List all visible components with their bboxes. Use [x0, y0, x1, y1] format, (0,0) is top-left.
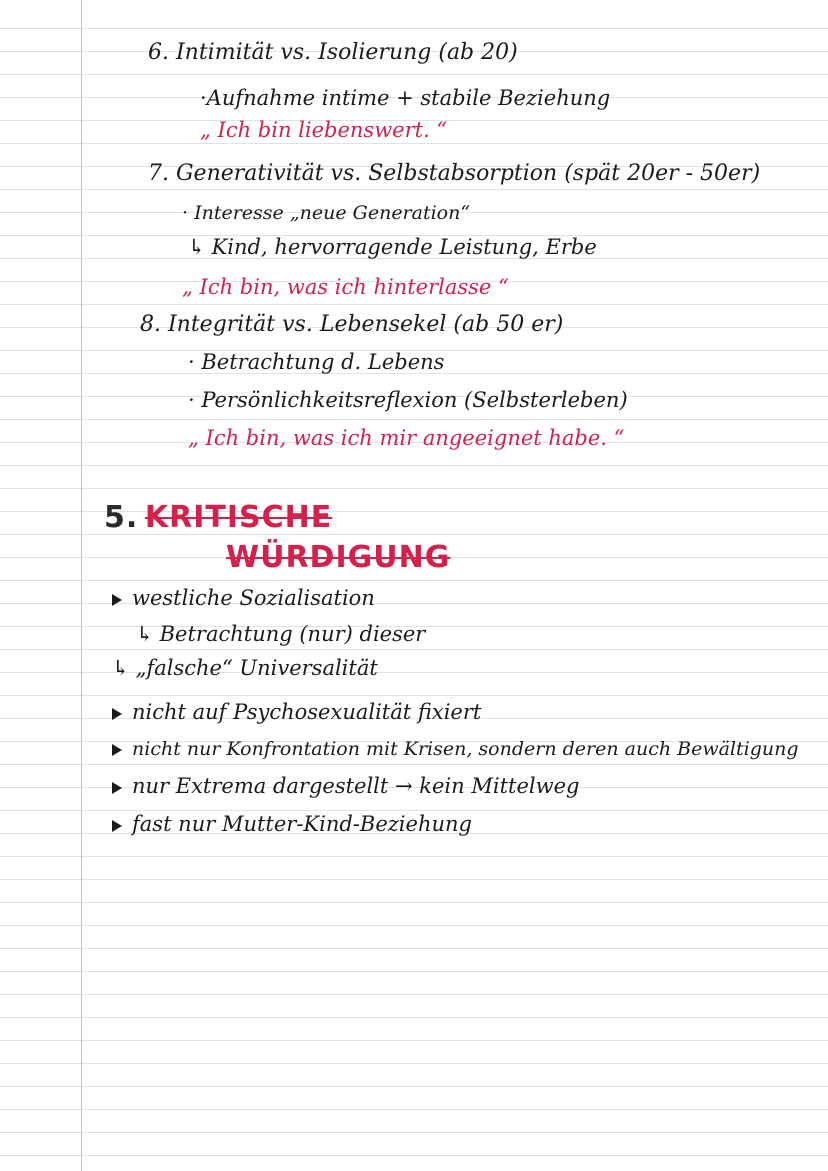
section-7-point-2-text: Kind, hervorragende Leistung, Erbe [211, 235, 597, 259]
section-8-point-2: · Persönlichkeitsreflexion (Selbsterleben) [188, 388, 628, 412]
margin-line [81, 0, 82, 1171]
critique-item-3 [112, 658, 378, 679]
section-7-point-2 [188, 237, 597, 258]
critique-item-7-text: fast nur Mutter-Kind-Beziehung [132, 812, 472, 836]
critique-item-6 [112, 776, 579, 797]
section-8-title: 8. Integrität vs. Lebensekel (ab 50 er) [140, 312, 564, 337]
critique-heading-line-2 [226, 540, 450, 575]
critique-item-5 [112, 740, 799, 759]
section-7-title: 7. Generativität vs. Selbstabsorption (spät 20er - 50er) [148, 161, 761, 186]
section-7-quote: „ Ich bin, was ich hinterlasse “ [182, 275, 509, 299]
critique-heading-word-1: KRITISCHE [144, 500, 333, 535]
critique-heading [104, 500, 332, 535]
section-8-quote: „ Ich bin, was ich mir angeeignet habe. “ [188, 426, 625, 450]
critique-item-7 [112, 814, 472, 835]
section-6-point-1: ·Aufnahme intime + stabile Beziehung [200, 86, 611, 110]
critique-number: 5. [104, 500, 139, 535]
arrow-icon: ↳ [188, 235, 206, 259]
critique-item-1-text: westliche Sozialisation [132, 586, 375, 610]
critique-item-4 [112, 702, 481, 723]
arrow-icon: ↳ [112, 656, 130, 680]
critique-item-1 [112, 588, 375, 609]
critique-item-4-text: nicht auf Psychosexualität fixiert [132, 700, 482, 724]
bullet-icon [112, 744, 122, 756]
critique-item-2 [136, 624, 425, 645]
critique-item-6-text: nur Extrema dargestellt → kein Mittelweg [132, 774, 580, 798]
bullet-icon [112, 782, 122, 794]
bullet-icon [112, 820, 122, 832]
section-6-quote: „ Ich bin liebenswert. “ [200, 118, 448, 142]
critique-item-3-text: „falsche“ Universalität [135, 656, 378, 680]
arrow-icon: ↳ [136, 622, 154, 646]
section-6-title: 6. Intimität vs. Isolierung (ab 20) [148, 40, 518, 65]
critique-item-5-text: nicht nur Konfrontation mit Krisen, sondern deren auch Bewältigung [132, 738, 799, 760]
bullet-icon [112, 708, 122, 720]
section-8-point-1: · Betrachtung d. Lebens [188, 350, 445, 374]
section-7-point-1: · Interesse „neue Generation“ [182, 202, 471, 224]
critique-item-2-text: Betrachtung (nur) dieser [159, 622, 426, 646]
bullet-icon [112, 594, 122, 606]
critique-heading-word-2: WÜRDIGUNG [226, 540, 451, 575]
